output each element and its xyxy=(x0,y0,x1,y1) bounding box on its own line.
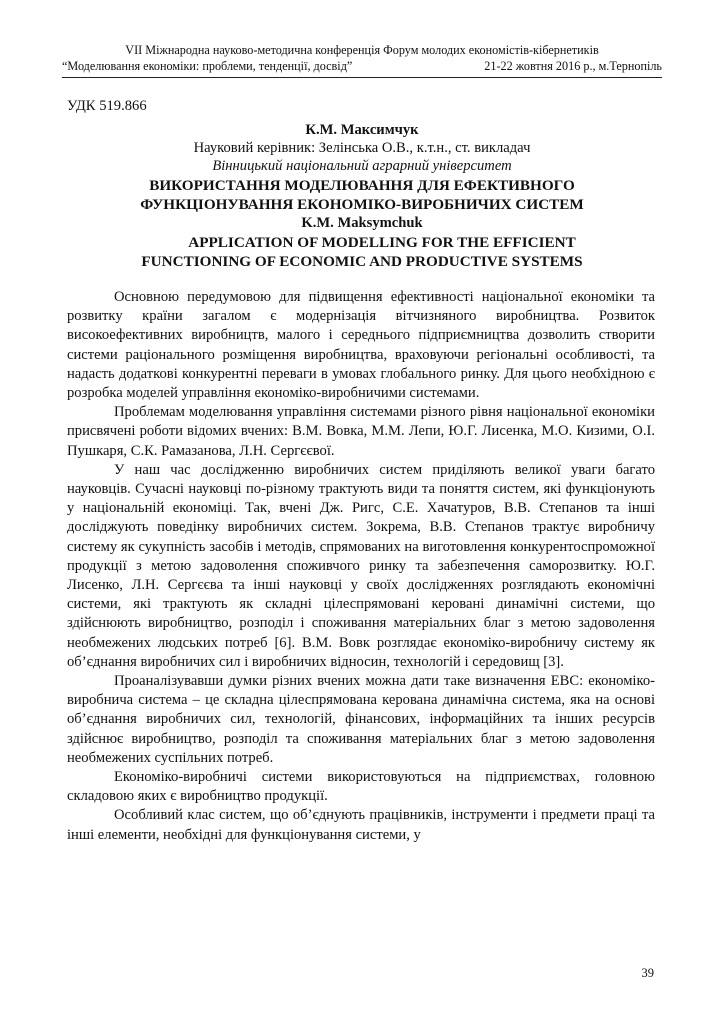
author-name-ua: К.М. Максимчук xyxy=(305,122,419,138)
udc-code: УДК 519.866 xyxy=(67,98,147,114)
paragraph: Основною передумовою для підвищення ефективності національної економіки та розвитку країни загалом є модернізація вітчизняного виробництва. Розвиток високоефективних виробництв, малого і середнього підприємництва дозволить створити системи раціонального розміщення виробництва, враховуючи регіональні особливості, та надасть додаткові конкурентні переваги в умовах глобального ринку. Для цього необхідною є розробка моделей управління економіко-виробничими системами. xyxy=(67,289,655,402)
paragraph: Особливий клас систем, що об’єднують працівників, інструменти і предмети праці та інші елементи, необхідні для функціонування системи, у xyxy=(67,807,655,843)
title-ua-line1: ВИКОРИСТАННЯ МОДЕЛЮВАННЯ ДЛЯ ЕФЕКТИВНОГО xyxy=(149,177,575,194)
title-en-line1: APPLICATION OF MODELLING FOR THE EFFICIENT xyxy=(188,234,576,251)
paragraph: Проаналізувавши думки різних вчених можна дати таке визначення ЕВС: економіко-виробнича система – це складна цілеспрямована керована динамічна система, яка на основі об’єднання виробничих сил, технологій, фінансових, інформаційних та інших ресурсів здійснює виробництво, розподіл та споживання матеріальних благ з метою задоволення необмежених суспільних потреб. xyxy=(67,673,655,766)
header-divider xyxy=(62,77,662,78)
conference-theme: “Моделювання економіки: проблеми, тенденції, досвід” xyxy=(62,59,353,73)
paper-title-ua xyxy=(62,176,662,214)
conference-date-place: 21-22 жовтня 2016 р., м.Тернопіль xyxy=(484,59,662,73)
paragraph: Економіко-виробничі системи використовуються на підприємствах, головною складовою яких є виробництво продукції. xyxy=(67,769,655,805)
body-text xyxy=(67,288,655,845)
page-number: 39 xyxy=(641,966,654,980)
paper-title-en xyxy=(62,233,662,271)
title-en-line2: FUNCTIONING OF ECONOMIC AND PRODUCTIVE SYSTEMS xyxy=(141,253,583,270)
university-name: Вінницький національний аграрний університет xyxy=(212,158,512,174)
conference-header-line2 xyxy=(62,58,662,74)
author-name-en: K.M. Maksymchuk xyxy=(301,215,423,231)
conference-header-line1: VII Міжнародна науково-методична конференція Форум молодих економістів-кібернетиків xyxy=(125,43,599,57)
paragraph: У наш час дослідженню виробничих систем приділяють великої уваги багато науковців. Сучасні науковці по-різному трактують види та поняття систем, які функціонують у національній економіці. Так, вчені Дж. Ригс, С.Е. Хачатуров, В.В. Степанов та інші досліджують поведінку виробничих систем. Зокрема, В.В. Степанов трактує виробничу систему як сукупність засобів і методів, спрямованих на виготовлення конкурентоспроможної продукції з метою задоволення споживчого ринку та забезпечення саморозвитку. Ю.Г. Лисенко, Л.Н. Сергєєва та інші науковці у своїх дослідженнях розглядають економічні системи, які трактують як складні цілеспрямовані керовані динамічні системи, що здійснюють виробництво, розподіл і споживання матеріальних благ з метою задоволення необмежених людських потреб [6]. В.М. Вовк розглядає економіко-виробничу систему як об’єднання виробничих сил і виробничих відносин, технологій і середовищ [3]. xyxy=(67,461,655,670)
title-ua-line2: ФУНКЦІОНУВАННЯ ЕКОНОМІКО-ВИРОБНИЧИХ СИСТЕМ xyxy=(140,196,584,213)
paragraph: Проблемам моделювання управління системами різного рівня національної економіки присвячені роботи відомих вчених: В.М. Вовка, М.М. Лепи, Ю.Г. Лисенка, М.О. Кизими, О.І. Пушкаря, С.К. Рамазанова, Л.Н. Сергєєвої. xyxy=(67,404,655,459)
scientific-advisor: Науковий керівник: Зелінська О.В., к.т.н., ст. викладач xyxy=(193,140,531,156)
